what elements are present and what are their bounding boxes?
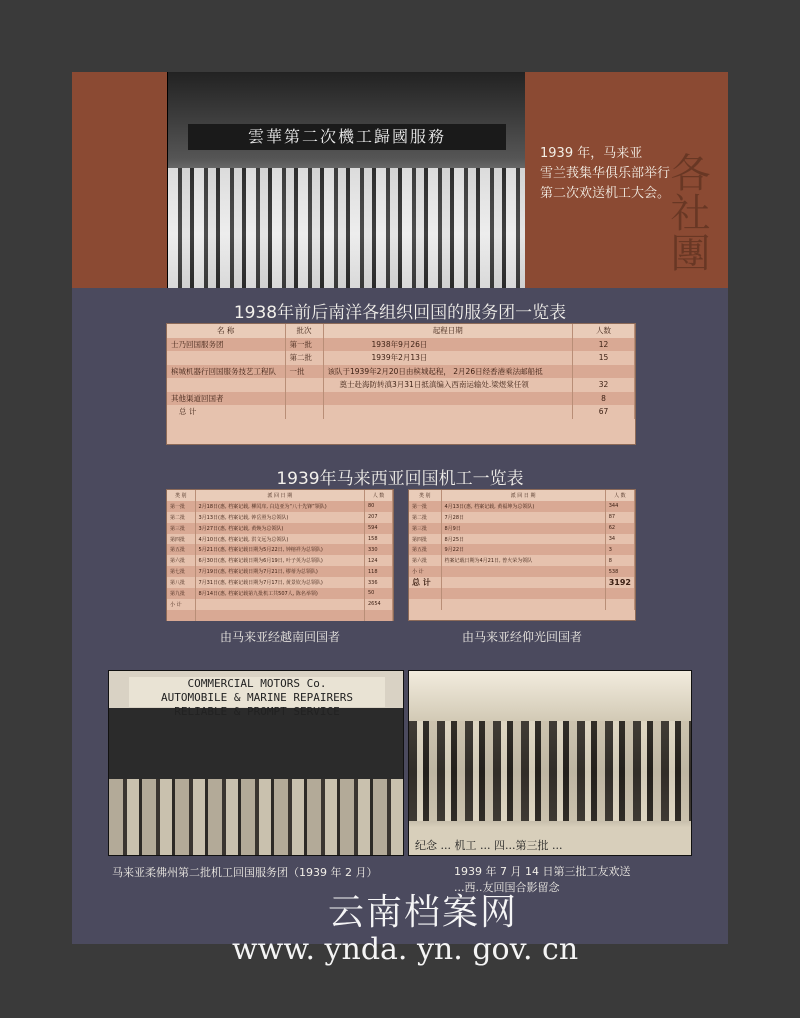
header-caption: 1939 年，马来亚 雪兰莪集华俱乐部举行 第二次欢送机工大会。: [540, 146, 671, 201]
table-row: 第二批 1939年2月13日 15: [167, 351, 635, 365]
newspaper-background: 各社團: [664, 152, 710, 272]
table3-caption: 由马来亚经仰光回国者: [461, 630, 582, 644]
table2-caption: 由马来亚经越南回国者: [219, 630, 340, 644]
table-row: 第四批 8月25日 34: [409, 534, 635, 545]
col-header: 派 回 日 期: [441, 490, 605, 501]
service-team-table: [166, 323, 636, 445]
rangoon-route-table: [408, 489, 636, 621]
commercial-motors-photo: [108, 670, 404, 856]
table2-title: 1939年马来西亚回国机工一览表: [276, 469, 524, 489]
table1-title: 1938年前后南洋各组织回国的服务团一览表: [233, 303, 567, 323]
table-row: 第三批 8月9日 62: [409, 523, 635, 534]
table-row: 第八批 7月31日(惠, 档案记载日期为7月17日, 黄景钦为总领队) 336: [167, 577, 393, 588]
vietnam-route-table: [166, 489, 394, 621]
col-header: 类 别: [167, 490, 195, 501]
photo2-caption: 1939 年 7 月 14 日第三批工友欢送 ...西..友回国合影留念: [454, 865, 631, 894]
group-image: [409, 721, 691, 821]
table-row: 第六批 档案记载日期为4月21日, 曾火荣为领队 8: [409, 555, 635, 566]
col-header: 起程日期: [323, 324, 573, 338]
col-header: 人 数: [365, 490, 393, 501]
table-row: 第一批 2月18日(惠, 档案记载, 柳闰庠, 白边亚为“八十先锋”领队) 80: [167, 501, 393, 512]
photo1-caption: 马来亚柔佛州第二批机工回国服务团（1939 年 2 月）: [112, 866, 378, 879]
col-header: 类 别: [409, 490, 441, 501]
table-row: 总 计 67: [167, 405, 635, 419]
table-row: 士乃回国服务团 第一批 1938年9月26日 12: [167, 338, 635, 352]
site-name-watermark: 云南档案网: [328, 892, 519, 933]
table-row: 第五批 9月22日 3: [409, 544, 635, 555]
table-row: 槟城机器行回国服务技艺工程队 一批 该队于1939年2月20日由槟城起程， 2月26日经香港乘法邮船抵: [167, 365, 635, 379]
table-row: [409, 588, 635, 599]
photo-banner: 雲華第二次機工歸國服務: [188, 124, 506, 150]
table-row: 第二批 7月28日 87: [409, 512, 635, 523]
header-band: [72, 72, 728, 288]
col-header: 批次: [285, 324, 323, 338]
photo-inscription: 纪念 ... 机工 ... 四...第三批 ...: [415, 839, 563, 852]
group-image: [109, 779, 403, 856]
col-header: 名 称: [167, 324, 285, 338]
col-header: 人数: [573, 324, 635, 338]
farewell-group-photo: [408, 670, 692, 856]
table-row: 第二批 3月13日(惠, 档案记载, 钟岳照为总领队) 207: [167, 512, 393, 523]
table-row: 奠士赴海防转滇3月31日抵滇编入西南运输处.梁煜棠任领 32: [167, 378, 635, 392]
table-row: [409, 599, 635, 610]
crowd-image: [168, 168, 525, 288]
table-row: 第三批 3月27日(惠, 档案记载, 黄焕为总领队) 594: [167, 523, 393, 534]
table-row: 第四批 4月10日(惠, 档案记载, 洪文远为总领队) 158: [167, 534, 393, 545]
col-header: 人 数: [605, 490, 634, 501]
col-header: 派 回 日 期: [195, 490, 365, 501]
table-row: 第九批 8月14日(惠, 档案记载第九批机工共507人, 陈名举领) 50: [167, 588, 393, 599]
table-row: 第七批 7月19日(惠, 档案记载日期为7月21日, 缪蒂为总领队) 118: [167, 566, 393, 577]
table-row: 小 计 538: [409, 566, 635, 577]
header-photo: [167, 72, 525, 288]
table-row: [167, 610, 393, 621]
table-row: 第五批 5月21日(惠, 档案记载日期为5月22日, 钟榕祥为总领队) 330: [167, 544, 393, 555]
site-url-watermark: www. ynda. yn. gov. cn: [232, 932, 579, 967]
table-row: 第六批 6月30日(惠, 档案记载日期为6月19日, 叶子英为总领队) 124: [167, 555, 393, 566]
table-row: 第一批 4月13日(惠, 档案记载, 黄福坤为总领队) 344: [409, 501, 635, 512]
grand-total-row: 总 计 3192: [409, 577, 635, 588]
photo-sign: COMMERCIAL MOTORS Co. AUTOMOBILE & MARINE REPAIRERS RELIABLE & PROMPT SERVICE: [129, 677, 385, 707]
table-row: 小 计 2654: [167, 599, 393, 610]
table-row: 其他渠道回国者 8: [167, 392, 635, 406]
